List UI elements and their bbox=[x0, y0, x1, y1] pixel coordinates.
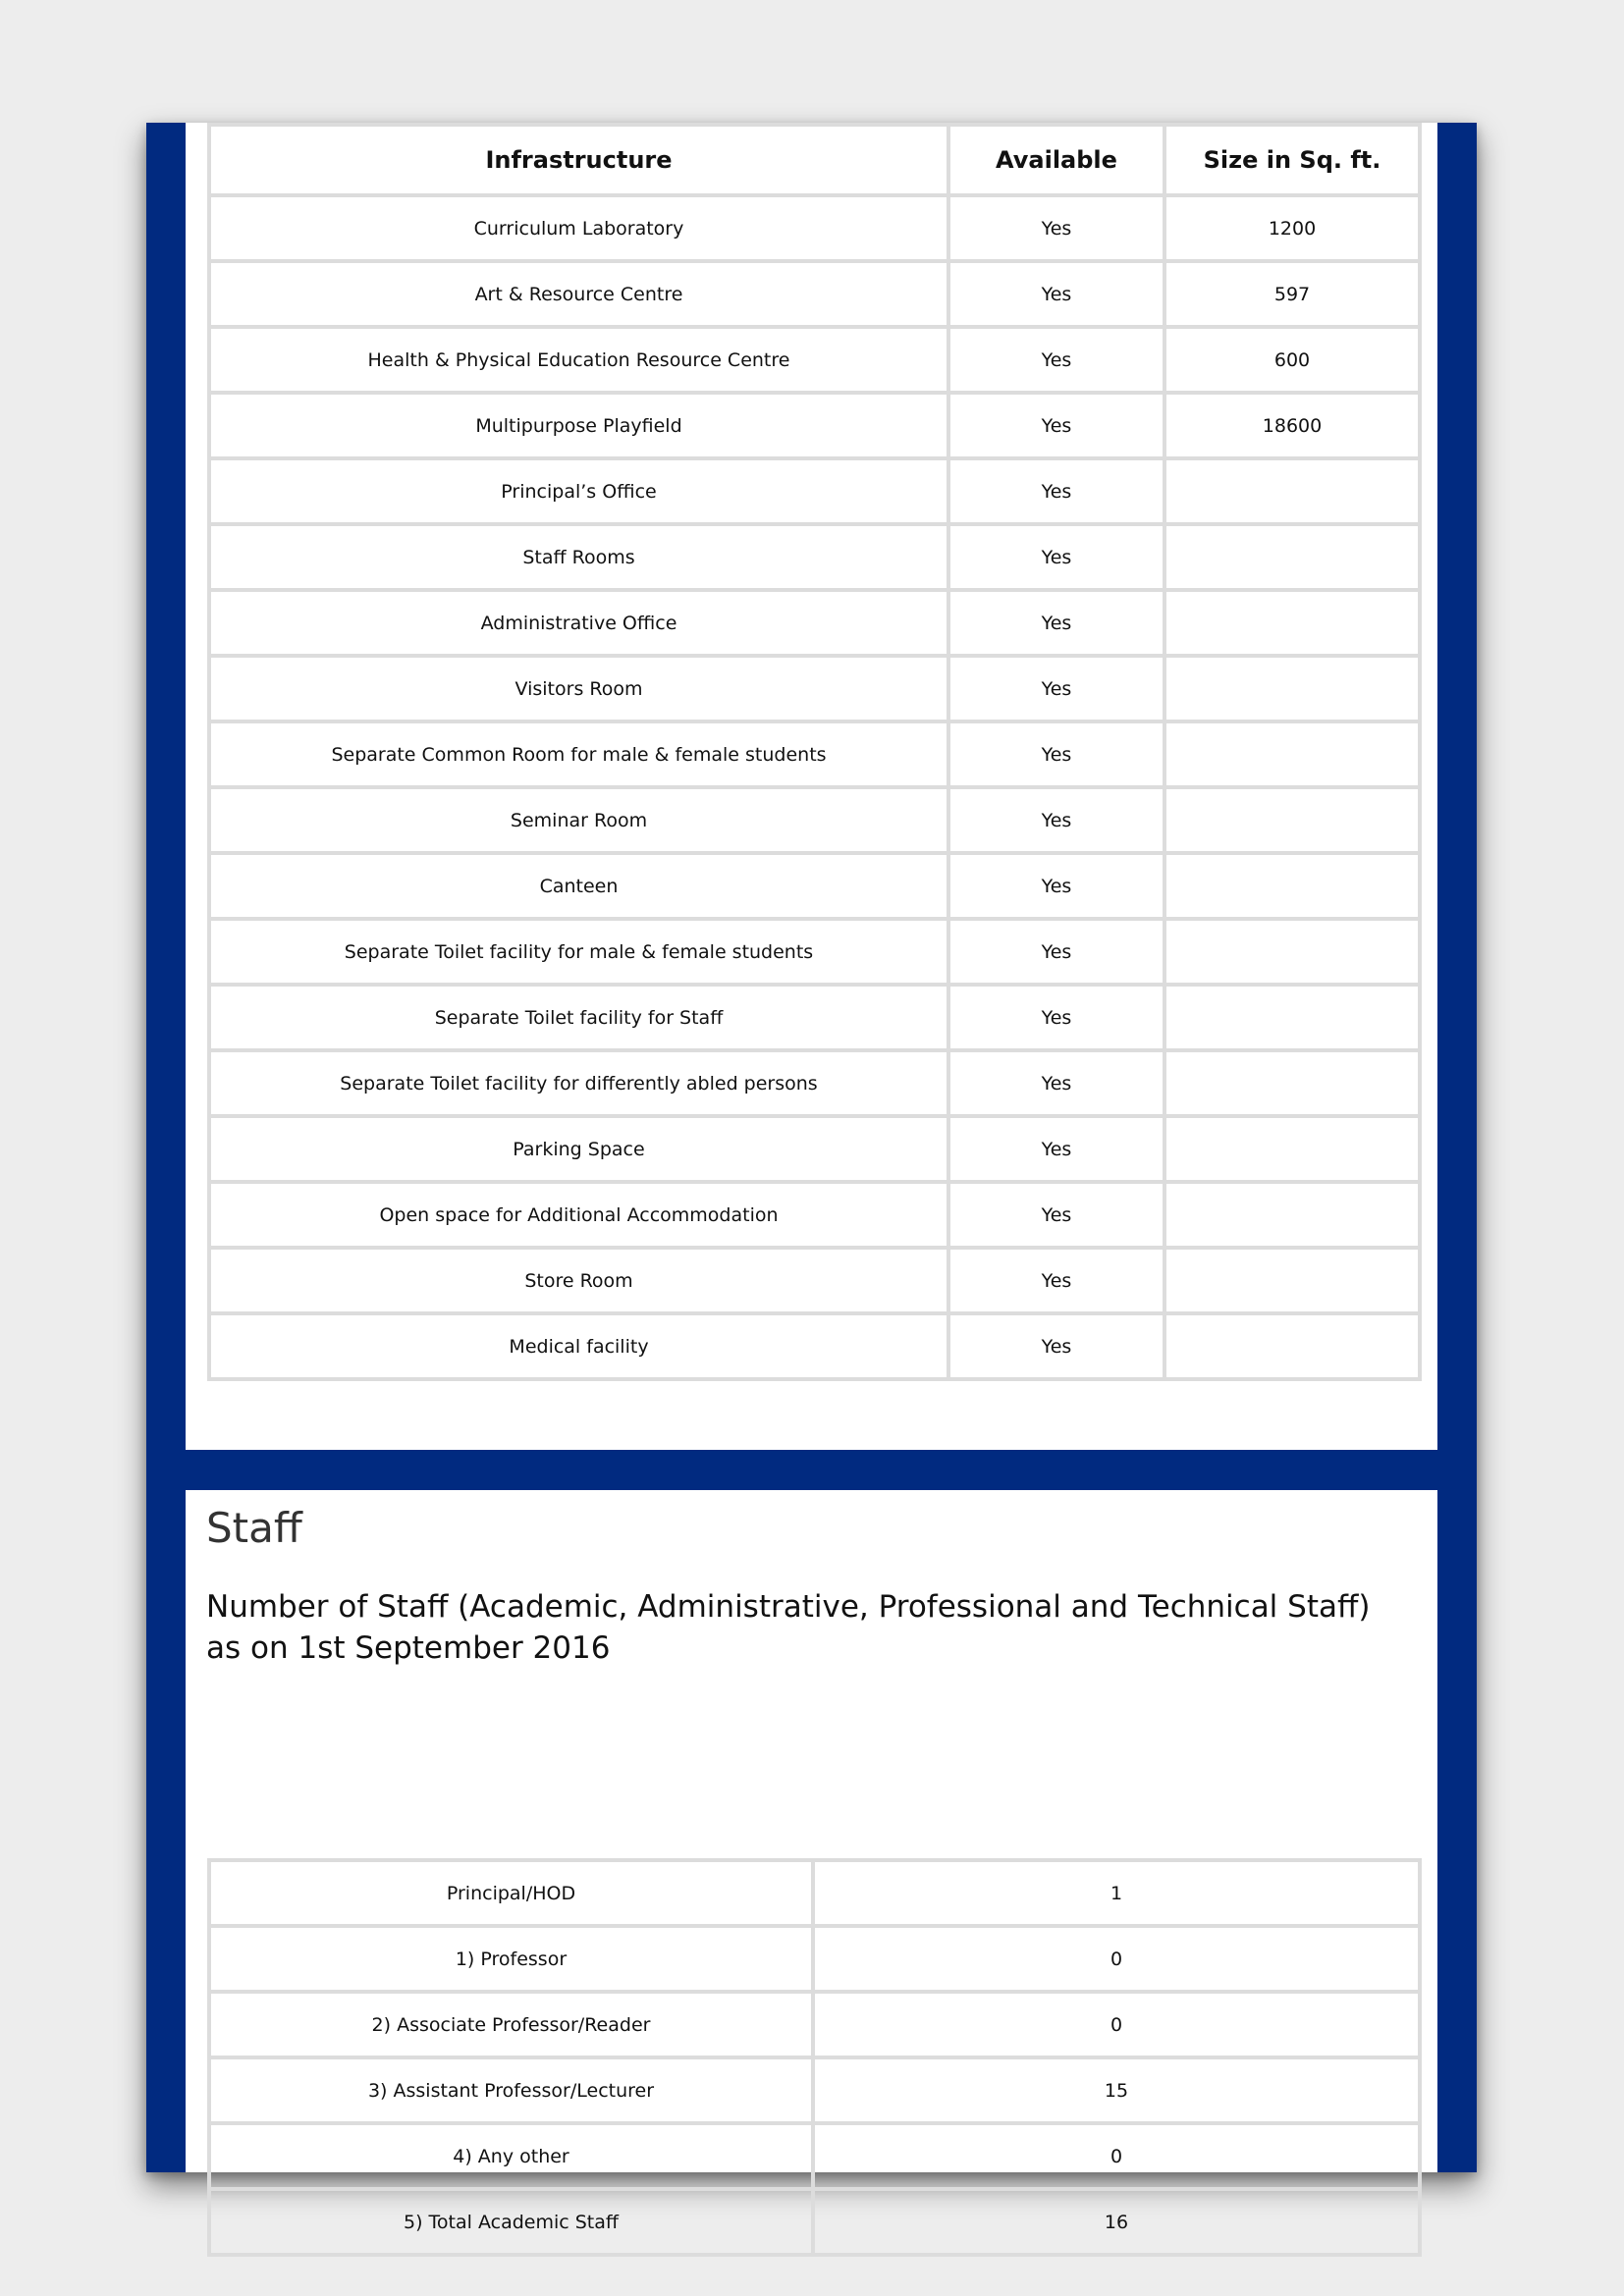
table-row bbox=[209, 919, 1420, 985]
staff-count-cell: 16 bbox=[813, 2189, 1420, 2255]
infrastructure-cell: Multipurpose Playfield bbox=[209, 393, 948, 458]
available-cell: Yes bbox=[948, 590, 1164, 656]
table-row bbox=[209, 327, 1420, 393]
table-row bbox=[209, 524, 1420, 590]
table-row bbox=[209, 1926, 1420, 1992]
available-cell: Yes bbox=[948, 1050, 1164, 1116]
staff-category-cell: 2) Associate Professor/Reader bbox=[209, 1992, 813, 2057]
table-row bbox=[209, 1248, 1420, 1313]
staff-category-cell: Principal/HOD bbox=[209, 1860, 813, 1926]
table-row bbox=[209, 2189, 1420, 2255]
infrastructure-cell: Administrative Office bbox=[209, 590, 948, 656]
available-cell: Yes bbox=[948, 195, 1164, 261]
available-cell: Yes bbox=[948, 393, 1164, 458]
table-row bbox=[209, 1860, 1420, 1926]
size-cell bbox=[1164, 1050, 1420, 1116]
staff-category-cell: 4) Any other bbox=[209, 2123, 813, 2189]
staff-category-cell: 1) Professor bbox=[209, 1926, 813, 1992]
staff-category-cell: 3) Assistant Professor/Lecturer bbox=[209, 2057, 813, 2123]
table-row bbox=[209, 787, 1420, 853]
infrastructure-cell: Art & Resource Centre bbox=[209, 261, 948, 327]
infrastructure-table bbox=[207, 123, 1422, 1381]
available-cell: Yes bbox=[948, 853, 1164, 919]
table-row bbox=[209, 1116, 1420, 1182]
available-cell: Yes bbox=[948, 1313, 1164, 1379]
table-row bbox=[209, 261, 1420, 327]
size-cell bbox=[1164, 1313, 1420, 1379]
staff-count-cell: 0 bbox=[813, 2123, 1420, 2189]
table-row bbox=[209, 458, 1420, 524]
available-cell: Yes bbox=[948, 458, 1164, 524]
available-cell: Yes bbox=[948, 985, 1164, 1050]
table-row bbox=[209, 656, 1420, 721]
infrastructure-cell: Separate Toilet facility for Staff bbox=[209, 985, 948, 1050]
staff-category-cell: 5) Total Academic Staff bbox=[209, 2189, 813, 2255]
table-row bbox=[209, 721, 1420, 787]
size-cell bbox=[1164, 1116, 1420, 1182]
infrastructure-cell: Health & Physical Education Resource Centre bbox=[209, 327, 948, 393]
table-row bbox=[209, 195, 1420, 261]
infrastructure-cell: Visitors Room bbox=[209, 656, 948, 721]
available-cell: Yes bbox=[948, 1182, 1164, 1248]
size-cell bbox=[1164, 985, 1420, 1050]
size-cell: 597 bbox=[1164, 261, 1420, 327]
infrastructure-cell: Staff Rooms bbox=[209, 524, 948, 590]
infrastructure-cell: Separate Common Room for male & female students bbox=[209, 721, 948, 787]
size-cell bbox=[1164, 919, 1420, 985]
infrastructure-cell: Seminar Room bbox=[209, 787, 948, 853]
size-cell bbox=[1164, 458, 1420, 524]
available-cell: Yes bbox=[948, 1248, 1164, 1313]
table-row bbox=[209, 590, 1420, 656]
size-cell bbox=[1164, 590, 1420, 656]
table-row bbox=[209, 985, 1420, 1050]
available-cell: Yes bbox=[948, 261, 1164, 327]
available-cell: Yes bbox=[948, 919, 1164, 985]
table-row bbox=[209, 1313, 1420, 1379]
size-cell bbox=[1164, 787, 1420, 853]
infrastructure-cell: Open space for Additional Accommodation bbox=[209, 1182, 948, 1248]
staff-section-subtitle: Number of Staff (Academic, Administrative, Professional and Technical Staff) as on 1st September 2016 bbox=[206, 1589, 1371, 1666]
size-cell: 1200 bbox=[1164, 195, 1420, 261]
table-row bbox=[209, 393, 1420, 458]
infrastructure-panel bbox=[186, 123, 1437, 1450]
table-row bbox=[209, 1050, 1420, 1116]
size-cell bbox=[1164, 1182, 1420, 1248]
infrastructure-cell: Principal’s Office bbox=[209, 458, 948, 524]
staff-section-title: Staff bbox=[206, 1504, 302, 1552]
header-size: Size in Sq. ft. bbox=[1164, 125, 1420, 195]
table-row bbox=[209, 853, 1420, 919]
size-cell bbox=[1164, 524, 1420, 590]
staff-count-cell: 15 bbox=[813, 2057, 1420, 2123]
table-row bbox=[209, 2057, 1420, 2123]
size-cell: 18600 bbox=[1164, 393, 1420, 458]
infrastructure-cell: Store Room bbox=[209, 1248, 948, 1313]
infrastructure-cell: Canteen bbox=[209, 853, 948, 919]
document-page bbox=[146, 123, 1477, 2233]
size-cell bbox=[1164, 853, 1420, 919]
available-cell: Yes bbox=[948, 327, 1164, 393]
staff-table-body bbox=[209, 1860, 1420, 2255]
infrastructure-cell: Parking Space bbox=[209, 1116, 948, 1182]
available-cell: Yes bbox=[948, 656, 1164, 721]
table-row bbox=[209, 1182, 1420, 1248]
staff-count-cell: 0 bbox=[813, 1992, 1420, 2057]
table-row bbox=[209, 1992, 1420, 2057]
header-available: Available bbox=[948, 125, 1164, 195]
staff-table bbox=[207, 1858, 1422, 2257]
infrastructure-cell: Medical facility bbox=[209, 1313, 948, 1379]
available-cell: Yes bbox=[948, 787, 1164, 853]
available-cell: Yes bbox=[948, 524, 1164, 590]
header-infrastructure: Infrastructure bbox=[209, 125, 948, 195]
table-header-row bbox=[209, 125, 1420, 195]
infrastructure-cell: Separate Toilet facility for differently abled persons bbox=[209, 1050, 948, 1116]
infrastructure-cell: Separate Toilet facility for male & female students bbox=[209, 919, 948, 985]
staff-count-cell: 0 bbox=[813, 1926, 1420, 1992]
staff-count-cell: 1 bbox=[813, 1860, 1420, 1926]
available-cell: Yes bbox=[948, 721, 1164, 787]
size-cell bbox=[1164, 1248, 1420, 1313]
available-cell: Yes bbox=[948, 1116, 1164, 1182]
table-row bbox=[209, 2123, 1420, 2189]
infrastructure-cell: Curriculum Laboratory bbox=[209, 195, 948, 261]
staff-panel bbox=[186, 1490, 1437, 2233]
size-cell bbox=[1164, 656, 1420, 721]
size-cell: 600 bbox=[1164, 327, 1420, 393]
size-cell bbox=[1164, 721, 1420, 787]
infrastructure-table-body bbox=[209, 195, 1420, 1379]
